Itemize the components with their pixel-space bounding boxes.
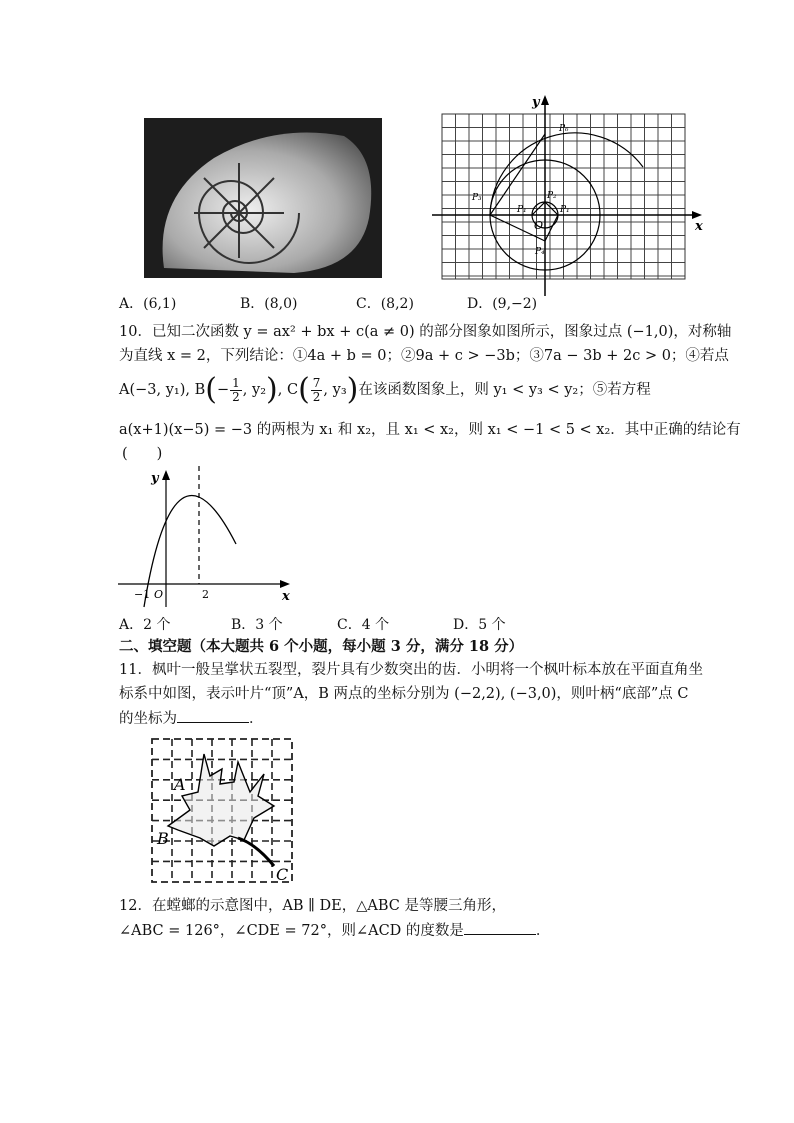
q10-option-b[interactable]: B．3 个 <box>231 617 283 633</box>
grid-origin-label: O <box>534 219 544 232</box>
grid-p1b-label: P₁ <box>560 205 570 215</box>
q9-option-c[interactable]: C．(8,2) <box>356 296 414 312</box>
leaf-point-b: B <box>157 829 169 848</box>
parabola-x-label: x <box>282 589 290 604</box>
q10-minus: − <box>216 382 230 398</box>
q12-answer-blank[interactable] <box>464 920 536 935</box>
q10-frac1-den: 2 <box>232 389 240 404</box>
q10-line-3-post: 在该函数图象上，则 y₁ < y₃ < y₂；⑤若方程 <box>358 382 651 398</box>
maple-leaf-figure <box>146 734 298 886</box>
q10-line-3 <box>119 372 651 408</box>
parabola-two-label: 2 <box>202 588 209 601</box>
q12-line-2-text: ∠ABC = 126°，∠CDE = 72°，则∠ACD 的度数是 <box>119 923 464 939</box>
q10-y2: , y₂ <box>242 382 267 398</box>
q10-line-1: 10．已知二次函数 y = ax² + bx + c(a ≠ 0) 的部分图象如图所示，图象过点 (−1,0)，对称轴 <box>119 324 732 340</box>
grid-p2-label: P₂ <box>547 191 557 201</box>
section-2-title: 二、填空题（本大题共 6 个小题，每小题 3 分，满分 18 分） <box>119 638 524 655</box>
q10-frac1-num: 1 <box>232 375 240 390</box>
q10-y3: , y₃ <box>323 382 347 398</box>
q10-line-3-pre: A(−3, y₁), B <box>119 382 206 398</box>
q10-answer-bracket: ( ) <box>122 446 163 462</box>
q11-line-3-text: 的坐标为 <box>119 711 177 727</box>
q10-fraction-2 <box>311 377 323 404</box>
q10-fraction-1 <box>230 377 242 404</box>
q10-paren-close-2: ) <box>346 372 359 407</box>
q10-line-2: 为直线 x = 2，下列结论：①4a + b = 0；②9a + c > −3b；③7a − 3b + 2c > 0；④若点 <box>119 348 729 364</box>
coordinate-grid-figure <box>428 94 708 299</box>
q9-option-b[interactable]: B．(8,0) <box>240 296 298 312</box>
leaf-point-a: A <box>174 775 186 794</box>
q10-line-3-mid: , C <box>277 382 299 398</box>
q10-paren-open-2: ( <box>298 372 310 407</box>
parabola-graph <box>114 462 294 612</box>
grid-p3-label: P₃ <box>472 193 482 203</box>
q10-option-a[interactable]: A．2 个 <box>119 617 171 633</box>
nautilus-shell-photo <box>144 118 382 278</box>
q11-line-1: 11．枫叶一般呈掌状五裂型，裂片具有少数突出的齿．小明将一个枫叶标本放在平面直角坐 <box>119 662 703 678</box>
q11-line-3-end: ． <box>249 711 264 727</box>
leaf-point-c: C <box>276 865 289 884</box>
q10-option-c[interactable]: C．4 个 <box>337 617 390 633</box>
q11-line-3 <box>119 708 264 729</box>
q10-line-4: a(x+1)(x−5) = −3 的两根为 x₁ 和 x₂，且 x₁ < x₂，则 x₁ < −1 < 5 < x₂．其中正确的结论有 <box>119 422 741 438</box>
grid-y-label: y <box>532 95 540 110</box>
parabola-y-label: y <box>151 471 159 486</box>
q11-answer-blank[interactable] <box>177 708 249 723</box>
q10-option-d[interactable]: D．5 个 <box>453 617 506 633</box>
grid-p4-label: P₄ <box>535 247 545 257</box>
q10-frac2-den: 2 <box>312 389 321 404</box>
q9-option-d[interactable]: D．(9,−2) <box>467 296 538 312</box>
grid-x-label: x <box>695 219 703 234</box>
grid-p6-label: P₆ <box>559 124 569 134</box>
parabola-origin-label: O <box>154 588 164 601</box>
parabola-minus-one-label: −1 <box>134 588 151 601</box>
q12-line-2 <box>119 920 550 941</box>
q9-option-a[interactable]: A．(6,1) <box>119 296 177 312</box>
q10-frac2-num: 7 <box>312 375 321 390</box>
grid-p1-label: P₁ <box>517 205 527 215</box>
q12-line-1: 12．在螳螂的示意图中，AB ∥ DE，△ABC 是等腰三角形， <box>119 898 506 914</box>
q12-line-2-end: ． <box>535 923 551 939</box>
q10-paren-close-1: ) <box>266 372 278 407</box>
q10-paren-open-1: ( <box>205 372 217 407</box>
q11-line-2: 标系中如图，表示叶片“顶”A，B 两点的坐标分别为 (−2,2), (−3,0)，则叶柄“底部”点 C <box>119 686 689 702</box>
